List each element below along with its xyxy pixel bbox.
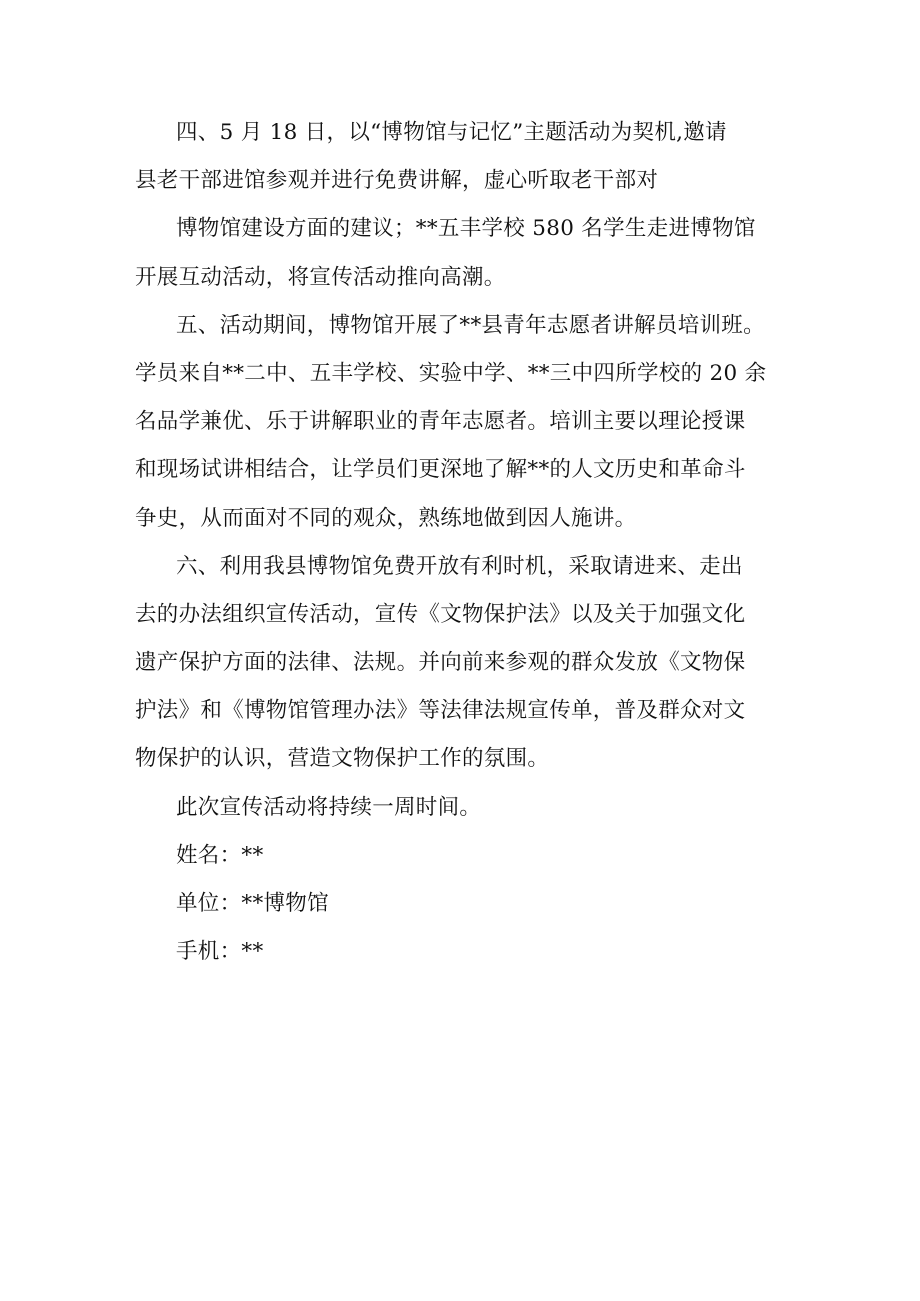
paragraph-4-line-2: 县老干部进馆参观并进行免费讲解，虚心听取老干部对 — [135, 168, 659, 194]
contact-name: 姓名：** — [176, 842, 264, 868]
paragraph-5-line-1: 五、活动期间，博物馆开展了**县青年志愿者讲解员培训班。 — [176, 312, 765, 338]
paragraph-5-line-5: 争史，从而面对不同的观众，熟练地做到因人施讲。 — [135, 505, 637, 531]
contact-organization: 单位：**博物馆 — [176, 891, 329, 916]
paragraph-5-line-2: 学员来自**二中、五丰学校、实验中学、**三中四所学校的 20 余 — [135, 360, 767, 386]
paragraph-5-line-4: 和现场试讲相结合，让学员们更深地了解**的人文历史和革命斗 — [135, 457, 746, 483]
document-body — [135, 115, 805, 982]
paragraph-4-line-1: 四、5 月 18 日，以“博物馆与记忆”主题活动为契机,邀请 — [176, 120, 727, 145]
paragraph-6-line-1: 六、利用我县博物馆免费开放有利时机，采取请进来、走出 — [176, 553, 743, 579]
closing-statement: 此次宣传活动将持续一周时间。 — [176, 794, 482, 820]
paragraph-6-line-2: 去的办法组织宣传活动，宣传《文物保护法》以及关于加强文化 — [135, 601, 746, 627]
paragraph-4-line-3: 博物馆建设方面的建议；**五丰学校 580 名学生走进博物馆 — [176, 216, 756, 242]
paragraph-4-line-4: 开展互动活动，将宣传活动推向高潮。 — [135, 264, 506, 290]
contact-phone: 手机：** — [176, 939, 264, 965]
paragraph-6-line-4: 护法》和《博物馆管理办法》等法律法规宣传单，普及群众对文 — [135, 698, 746, 724]
paragraph-6-line-5: 物保护的认识，营造文物保护工作的氛围。 — [135, 746, 550, 772]
paragraph-5-line-3: 名品学兼优、乐于讲解职业的青年志愿者。培训主要以理论授课 — [135, 409, 746, 435]
paragraph-6-line-3: 遗产保护方面的法律、法规。并向前来参观的群众发放《文物保 — [135, 650, 746, 676]
